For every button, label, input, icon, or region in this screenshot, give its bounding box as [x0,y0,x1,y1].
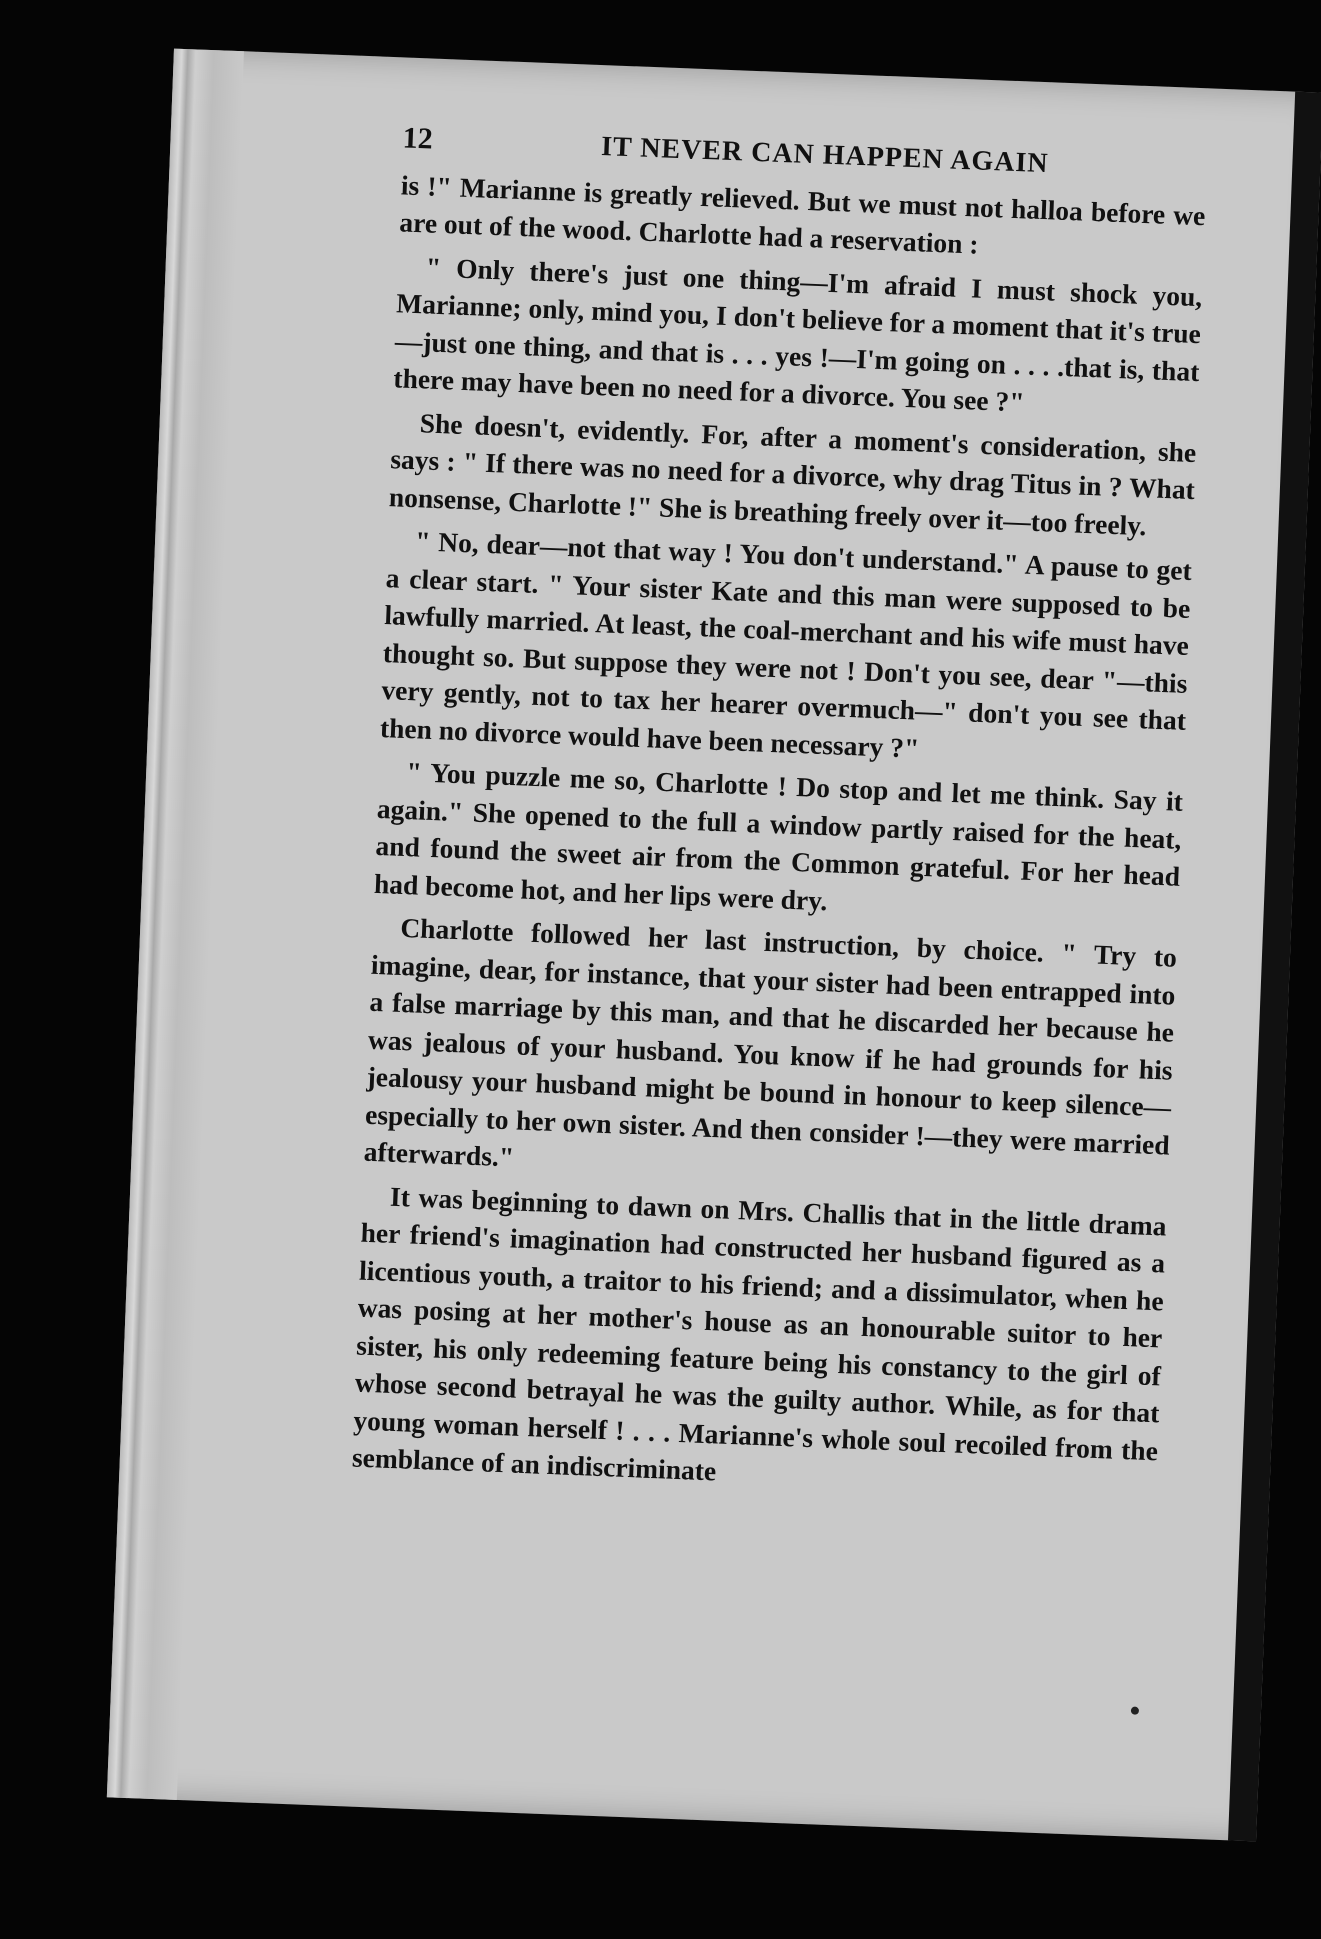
paragraph-1: is !" Marianne is greatly relieved. But we must not halloa before we are out of the wood. Charlotte had a reservation : [398,168,1206,260]
running-title: IT NEVER CAN HAPPEN AGAIN [600,131,1050,180]
paragraph-5: " You puzzle me so, Charlotte ! Do stop and let me think. Say it again." She opened to the full a window partly raised for the heat, and found the sweet air from the Common grateful. For her head had become hot, and her lips were dry. [373,756,1184,916]
book-page [107,49,1321,1842]
page-binding-edge [107,49,244,1800]
paragraph-4: " No, dear—not that way ! You don't understand." A pause to get a clear start. " Your sister Kate and this man were supposed to be lawfully married. At least, the coal-merchant and his wife must have thought so. But suppose they were not ! Don't you see, dear "—this very gently, not to tax her hearer overmuch—" don't you see that then no divorce would have been necessary ?" [379,525,1193,764]
ink-speck [1131,1707,1139,1715]
page-number: 12 [402,121,434,156]
paragraph-6: Charlotte followed her last instruction, by choice. " Try to imagine, dear, for instance, that your sister had been entrapped into a false marriage by this man, and that he discarded her because he was jealous of your husband. You know if he had grounds for his jealousy your husband might be bound in honour to keep silence—especially to her own sister. And then consider !—they were married afterwards." [363,911,1178,1173]
page-shadow-edge [1228,92,1321,1842]
page-text-block [351,119,1208,1512]
paragraph-7: It was beginning to dawn on Mrs. Challis that in the little drama her friend's imagination had constructed her husband figured as a licentious youth, a traitor to his friend; and a dissimulator, when he was posing at her mother's house as an honourable suitor to her sister, his only redeeming feature being his constancy to the girl of whose second betrayal he was the guilty author. While, as for that young woman herself ! . . . Marianne's whole soul recoiled from the semblance of an indiscriminate [351,1180,1168,1487]
paragraph-3: She doesn't, evidently. For, after a moment's consideration, she says : " If there was no need for a divorce, why drag Titus in ? What nonsense, Charlotte !" She is breathing freely over it—too freely. [388,406,1197,541]
paragraph-2: " Only there's just one thing—I'm afraid I must shock you, Marianne; only, mind you, I don't believe for a moment that it's true—just one thing, and that is . . . yes !—I'm going on . . . .that is, that there may have been no need for a divorce. You see ?" [392,250,1203,418]
